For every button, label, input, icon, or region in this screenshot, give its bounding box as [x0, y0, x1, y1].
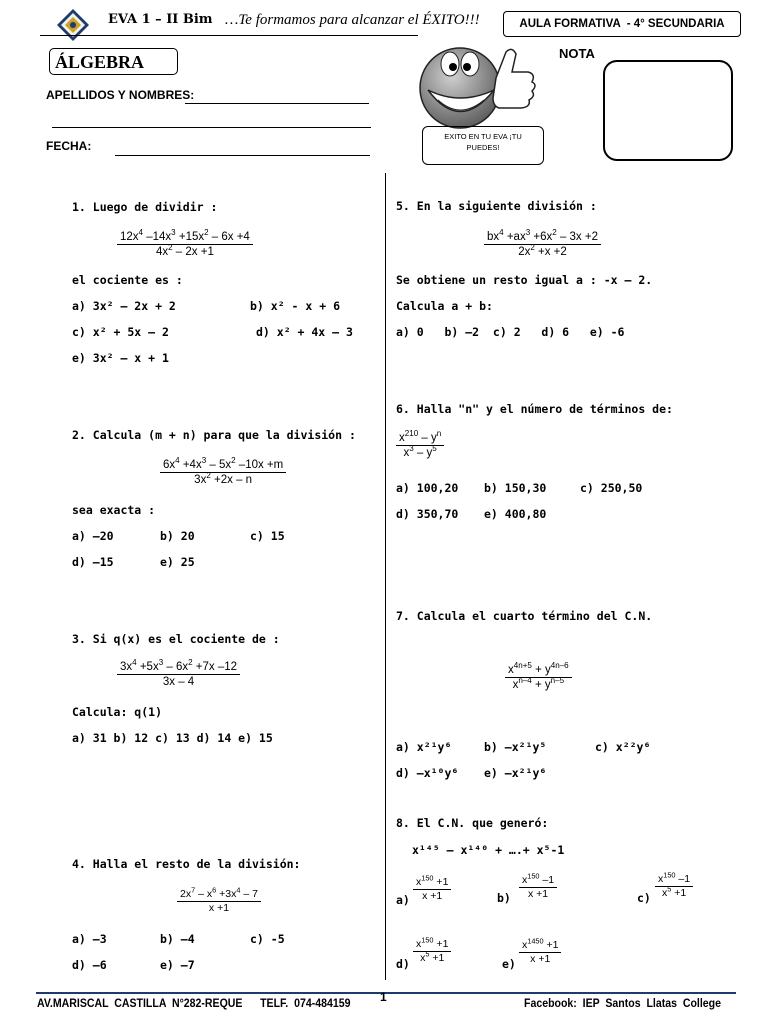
q4-option-d: d) –6	[72, 958, 107, 972]
aula-box: AULA FORMATIVA - 4° SECUNDARIA	[503, 11, 741, 37]
q1-fraction: $\frac{12x^4 -14x^3 +15x^2 - 6x +4}{4x^2 - 2x +1}$	[117, 227, 253, 260]
header-underline	[40, 35, 418, 36]
q2-exact-label: sea exacta :	[72, 503, 156, 517]
q7-option-b: b) –x²¹y⁵	[484, 740, 547, 754]
smiley-mascot-icon	[408, 38, 540, 132]
q8-option-b-label: b)	[497, 891, 511, 905]
page-number: 1	[380, 990, 387, 1004]
q5-calc-label: Calcula a + b:	[396, 299, 493, 313]
names-line-1	[185, 103, 369, 104]
subject-box: ÁLGEBRA	[49, 48, 178, 75]
q1-option-b: b) x² - x + 6	[250, 299, 341, 313]
date-label: FECHA:	[46, 139, 92, 153]
q7-fraction: $\frac{x^{4n+5} + y^{4n-6}}{x^{n-4} + y^{n-5}}$	[505, 660, 572, 693]
names-label: APELLIDOS Y NOMBRES:	[46, 88, 195, 102]
q1-option-d: d) x² + 4x – 3	[256, 325, 353, 339]
q6-option-d: d) 350,70	[396, 507, 459, 521]
footer-address: AV.MARISCAL CASTILLA N°282-REQUE TELF. 074-484159	[37, 996, 351, 1010]
q6-title: 6. Halla "n" y el número de términos de:	[396, 402, 673, 416]
grade-box[interactable]	[603, 60, 733, 161]
q6-fraction: $\frac{x^{210} - y^n}{x^3 - y^5}$	[396, 428, 444, 461]
q3-calc-label: Calcula: q(1)	[72, 705, 163, 719]
q2-fraction: $\frac{6x^4 +4x^3 - 5x^2 -10x +m}{3x^2 +2x - n}$	[160, 455, 286, 488]
encouragement-bubble: EXITO EN TU EVA ¡TU PUEDES!	[422, 126, 544, 165]
q7-option-d: d) –x¹⁰y⁶	[396, 766, 459, 780]
nota-label: NOTA	[559, 46, 595, 61]
q8-title: 8. El C.N. que generó:	[396, 816, 549, 830]
q2-option-a: a) –20	[72, 529, 114, 543]
q3-fraction: $\frac{3x^4 +5x^3 - 6x^2 +7x -12}{3x - 4}$	[117, 657, 240, 690]
q7-option-e: e) –x²¹y⁶	[484, 766, 547, 780]
q2-option-d: d) –15	[72, 555, 114, 569]
column-divider	[385, 173, 386, 980]
q8-option-e-label: e)	[502, 957, 516, 971]
q5-title: 5. En la siguiente división :	[396, 199, 597, 213]
q8-option-c-label: c)	[637, 891, 651, 905]
q8-option-b-fraction: $\frac{x^{150} -1}{x +1}$	[519, 870, 557, 901]
names-line-2	[52, 127, 371, 128]
q4-option-b: b) –4	[160, 932, 195, 946]
q1-title: 1. Luego de dividir :	[72, 200, 218, 214]
q2-title: 2. Calcula (m + n) para que la división :	[72, 428, 356, 442]
q8-option-e-fraction: $\frac{x^{1450} +1}{x +1}$	[519, 935, 561, 966]
q2-option-c: c) 15	[250, 529, 285, 543]
eval-title: EVA 1 – II Bim	[108, 12, 213, 27]
q8-option-a-fraction: $\frac{x^{150} +1}{x +1}$	[413, 872, 451, 903]
q1-option-c: c) x² + 5x – 2	[72, 325, 169, 339]
q5-remainder-label: Se obtiene un resto igual a : -x – 2.	[396, 273, 653, 287]
q3-title: 3. Si q(x) es el cociente de :	[72, 632, 280, 646]
q6-option-c: c) 250,50	[580, 481, 643, 495]
q4-title: 4. Halla el resto de la división:	[72, 857, 301, 871]
q5-options: a) 0 b) –2 c) 2 d) 6 e) -6	[396, 325, 625, 339]
q7-title: 7. Calcula el cuarto término del C.N.	[396, 609, 653, 623]
date-line	[115, 155, 370, 156]
q4-option-c: c) -5	[250, 932, 285, 946]
q6-option-b: b) 150,30	[484, 481, 547, 495]
school-logo	[56, 8, 90, 42]
slogan: …Te formamos para alcanzar el ÉXITO!!!	[225, 12, 480, 28]
footer-facebook: Facebook: IEP Santos Llatas College	[524, 996, 721, 1010]
q8-series: x¹⁴⁵ – x¹⁴⁰ + ….+ x⁵-1	[412, 843, 565, 857]
q4-option-a: a) –3	[72, 932, 107, 946]
q8-option-c-fraction: $\frac{x^{150} -1}{x^5 +1}$	[655, 869, 693, 900]
q4-fraction: $\frac{2x^7 - x^6 +3x^4 - 7}{x +1}$	[177, 884, 261, 915]
q2-option-e: e) 25	[160, 555, 195, 569]
q7-option-c: c) x²²y⁶	[595, 740, 651, 754]
q4-option-e: e) –7	[160, 958, 195, 972]
q6-option-e: e) 400,80	[484, 507, 547, 521]
q7-option-a: a) x²¹y⁶	[396, 740, 452, 754]
q8-option-d-fraction: $\frac{x^{150} +1}{x^5 +1}$	[413, 934, 451, 965]
q1-option-a: a) 3x² – 2x + 2	[72, 299, 176, 313]
q6-option-a: a) 100,20	[396, 481, 459, 495]
q1-option-e: e) 3x² – x + 1	[72, 351, 169, 365]
q2-option-b: b) 20	[160, 529, 195, 543]
q8-option-d-label: d)	[396, 957, 410, 971]
q3-options: a) 31 b) 12 c) 13 d) 14 e) 15	[72, 731, 273, 745]
q1-quotient-label: el cociente es :	[72, 273, 183, 287]
q5-fraction: $\frac{bx^4 +ax^3 +6x^2 - 3x +2}{2x^2 +x +2}$	[484, 227, 601, 260]
q8-option-a-label: a)	[396, 893, 410, 907]
